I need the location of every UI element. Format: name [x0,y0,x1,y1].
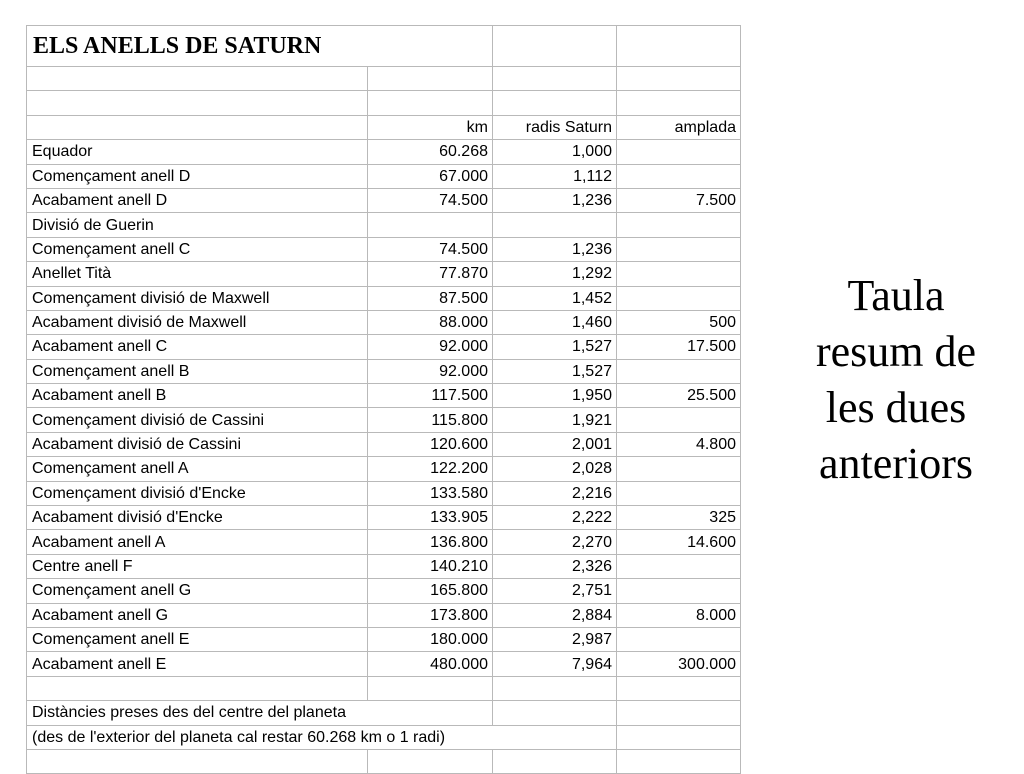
caption-line: les dues [825,383,967,432]
km-value: 92.000 [368,335,493,359]
radis-value: 1,527 [493,359,617,383]
header-row [27,115,741,139]
table-row [27,164,741,188]
amplada-value [617,262,741,286]
row-label: Començament anell D [27,164,368,188]
table-row [27,554,741,578]
row-label: Començament anell E [27,627,368,651]
empty-cell [617,749,741,773]
row-label: Començament divisió d'Encke [27,481,368,505]
amplada-value: 325 [617,506,741,530]
amplada-value [617,286,741,310]
row-label: Començament anell G [27,579,368,603]
km-value: 133.905 [368,506,493,530]
radis-value: 2,001 [493,432,617,456]
radis-value: 1,236 [493,188,617,212]
caption-line: Taula [847,271,945,320]
empty-cell [617,26,741,67]
row-label: Acabament anell D [27,188,368,212]
radis-value: 1,921 [493,408,617,432]
km-value: 140.210 [368,554,493,578]
amplada-value: 25.500 [617,384,741,408]
km-value: 122.200 [368,457,493,481]
radis-value: 7,964 [493,652,617,676]
row-label: Anellet Tità [27,262,368,286]
table-row [27,457,741,481]
km-value: 165.800 [368,579,493,603]
radis-value: 2,222 [493,506,617,530]
amplada-value: 7.500 [617,188,741,212]
radis-value: 2,270 [493,530,617,554]
amplada-value [617,237,741,261]
table-row [27,481,741,505]
amplada-value [617,627,741,651]
km-value: 60.268 [368,140,493,164]
radis-value: 2,326 [493,554,617,578]
amplada-value: 17.500 [617,335,741,359]
title-row [27,26,741,67]
amplada-value: 14.600 [617,530,741,554]
empty-cell [493,26,617,67]
km-value: 173.800 [368,603,493,627]
empty-cell [27,676,368,700]
radis-value: 1,460 [493,310,617,334]
amplada-value: 500 [617,310,741,334]
amplada-value [617,164,741,188]
radis-value: 1,527 [493,335,617,359]
table-row [27,408,741,432]
empty-cell [493,67,617,91]
empty-cell [493,91,617,115]
amplada-value [617,554,741,578]
amplada-value [617,408,741,432]
table-row [27,262,741,286]
header-radis: radis Saturn [493,115,617,139]
km-value: 136.800 [368,530,493,554]
km-value: 92.000 [368,359,493,383]
radis-value: 2,987 [493,627,617,651]
row-label: Acabament anell G [27,603,368,627]
km-value: 74.500 [368,237,493,261]
header-km: km [368,115,493,139]
empty-cell [617,676,741,700]
km-value: 88.000 [368,310,493,334]
km-value: 115.800 [368,408,493,432]
row-label: Centre anell F [27,554,368,578]
row-label: Equador [27,140,368,164]
data-rows [27,140,741,677]
empty-cell [368,749,493,773]
empty-cell [617,91,741,115]
saturn-rings-table [26,25,741,774]
table-row [27,506,741,530]
table-row [27,286,741,310]
row-label: Divisió de Guerin [27,213,368,237]
radis-value: 1,292 [493,262,617,286]
note-row [27,701,741,725]
table-row [27,310,741,334]
blank-row [27,676,741,700]
note-row [27,725,741,749]
table-row [27,213,741,237]
empty-cell [27,749,368,773]
note-distances: Distàncies preses des del centre del planeta [27,701,493,725]
empty-cell [368,91,493,115]
row-label: Acabament anell C [27,335,368,359]
table-row [27,359,741,383]
km-value: 480.000 [368,652,493,676]
empty-cell [617,725,741,749]
radis-value: 1,452 [493,286,617,310]
amplada-value [617,359,741,383]
empty-cell [27,91,368,115]
km-value: 120.600 [368,432,493,456]
radis-value: 2,216 [493,481,617,505]
amplada-value: 300.000 [617,652,741,676]
table-row [27,237,741,261]
row-label: Començament divisió de Cassini [27,408,368,432]
radis-value: 1,112 [493,164,617,188]
km-value: 77.870 [368,262,493,286]
caption-line: resum de [815,327,977,376]
empty-cell [368,67,493,91]
table-row [27,579,741,603]
km-value: 133.580 [368,481,493,505]
row-label: Acabament divisió de Cassini [27,432,368,456]
amplada-value [617,140,741,164]
blank-row [27,91,741,115]
empty-cell [493,676,617,700]
note-subtract: (des de l'exterior del planeta cal restar 60.268 km o 1 radi) [27,725,617,749]
caption-line: anteriors [819,439,973,488]
amplada-value: 4.800 [617,432,741,456]
row-label: Acabament anell A [27,530,368,554]
empty-cell [617,67,741,91]
empty-cell [27,115,368,139]
row-label: Acabament divisió de Maxwell [27,310,368,334]
km-value [368,213,493,237]
km-value: 74.500 [368,188,493,212]
blank-row [27,67,741,91]
radis-value: 1,000 [493,140,617,164]
table-row [27,603,741,627]
km-value: 180.000 [368,627,493,651]
table-title: ELS ANELLS DE SATURN [27,26,493,67]
km-value: 117.500 [368,384,493,408]
table-row [27,188,741,212]
empty-cell [27,67,368,91]
empty-cell [617,701,741,725]
empty-cell [493,749,617,773]
radis-value: 2,751 [493,579,617,603]
table-row [27,432,741,456]
table-row [27,652,741,676]
amplada-value [617,481,741,505]
row-label: Començament anell C [27,237,368,261]
table-row [27,384,741,408]
table-row [27,530,741,554]
row-label: Començament anell A [27,457,368,481]
amplada-value [617,579,741,603]
slide-caption [790,268,1002,492]
table-row [27,627,741,651]
row-label: Acabament divisió d'Encke [27,506,368,530]
empty-cell [493,701,617,725]
table-row [27,140,741,164]
radis-value: 2,884 [493,603,617,627]
empty-cell [368,676,493,700]
row-label: Començament divisió de Maxwell [27,286,368,310]
row-label: Acabament anell E [27,652,368,676]
amplada-value [617,457,741,481]
table-row [27,335,741,359]
radis-value: 2,028 [493,457,617,481]
radis-value: 1,950 [493,384,617,408]
row-label: Començament anell B [27,359,368,383]
amplada-value [617,213,741,237]
header-amplada: amplada [617,115,741,139]
blank-row [27,749,741,773]
amplada-value: 8.000 [617,603,741,627]
radis-value: 1,236 [493,237,617,261]
km-value: 87.500 [368,286,493,310]
km-value: 67.000 [368,164,493,188]
radis-value [493,213,617,237]
row-label: Acabament anell B [27,384,368,408]
